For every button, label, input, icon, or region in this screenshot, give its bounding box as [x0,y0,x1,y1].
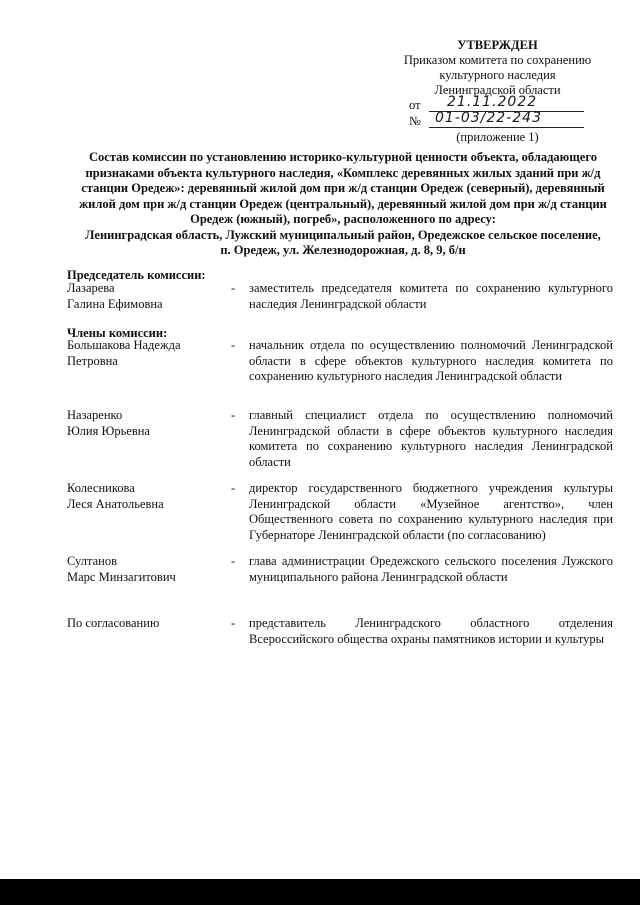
member-description: заместитель председателя комитета по сохранению культурного наследия Ленинградской области [249,281,613,311]
member-name: Султанов Марс Минзагитович [67,554,176,584]
member-name: Лазарева Галина Ефимовна [67,281,163,311]
approval-line-3: Ленинградской области [434,83,561,97]
approval-line-2: культурного наследия [439,68,556,82]
number-label: № [409,114,421,128]
member-dash: - [231,616,236,630]
approval-line-1: Приказом комитета по сохранению [403,53,592,67]
members-heading: Члены комиссии: [67,326,168,340]
member-dash: - [231,281,236,295]
title-line: Ленинградская область, Лужский муниципальный район, Оредежское сельское поселение, [85,227,601,242]
member-dash: - [231,338,236,352]
title-line: п. Оредеж, ул. Железнодорожная, д. 8, 9, б/н [220,243,466,257]
scan-bottom-edge [0,879,640,905]
member-description: директор государственного бюджетного учреждения культуры Ленинградской области «Музейное агентство», член Общественного совета по сохранению культурного наследия при Губернаторе Ленинградской области (по согласованию) [249,481,613,542]
member-name: Назаренко Юлия Юрьевна [67,408,150,438]
approval-block [395,38,600,145]
title-line: Оредеж (южный), погреб», расположенного по адресу: [190,212,496,226]
title-line: признаками объекта культурного наследия, «Комплекс деревянных жилых зданий при ж/д [85,165,601,180]
title-line: станции Оредеж»: деревянный жилой дом при ж/д станции Оредеж (северный), деревянный [81,181,605,195]
member-description: начальник отдела по осуществлению полномочий Ленинградской области в сфере объектов культурного наследия комитета по сохранению культурного наследия Ленинградской области [249,338,613,383]
title-line: жилой дом при ж/д станции Оредеж (центральный), деревянный жилой дом при ж/д станции [79,196,607,211]
date-label: от [409,98,421,112]
member-name: По согласованию [67,616,160,630]
approval-heading: УТВЕРЖДЕН [457,38,538,52]
member-description: главный специалист отдела по осуществлению полномочий Ленинградской области в сфере объектов культурного наследия комитета по сохранению культурного наследия Ленинградской области [249,408,613,469]
member-name: Колесникова Леся Анатольевна [67,481,164,511]
member-dash: - [231,554,236,568]
chair-heading: Председатель комиссии: [67,268,206,282]
document-title [60,150,626,259]
title-line: Состав комиссии по установлению историко-культурной ценности объекта, обладающего [89,150,597,164]
member-dash: - [231,481,236,495]
member-description: представитель Ленинградского областного отделения Всероссийского общества охраны памятников истории и культуры [249,616,613,646]
approval-number-row [395,110,600,130]
appendix-note: (приложение 1) [456,130,539,144]
handwritten-date: 21.11.2022 [447,94,538,110]
member-name: Большакова Надежда Петровна [67,338,181,368]
member-description: глава администрации Оредежского сельского поселения Лужского муниципального района Ленинградской области [249,554,613,584]
chair-entry [67,281,613,313]
member-dash: - [231,408,236,422]
handwritten-number: 01-03/22-243 [435,110,542,126]
number-underline [429,127,584,128]
